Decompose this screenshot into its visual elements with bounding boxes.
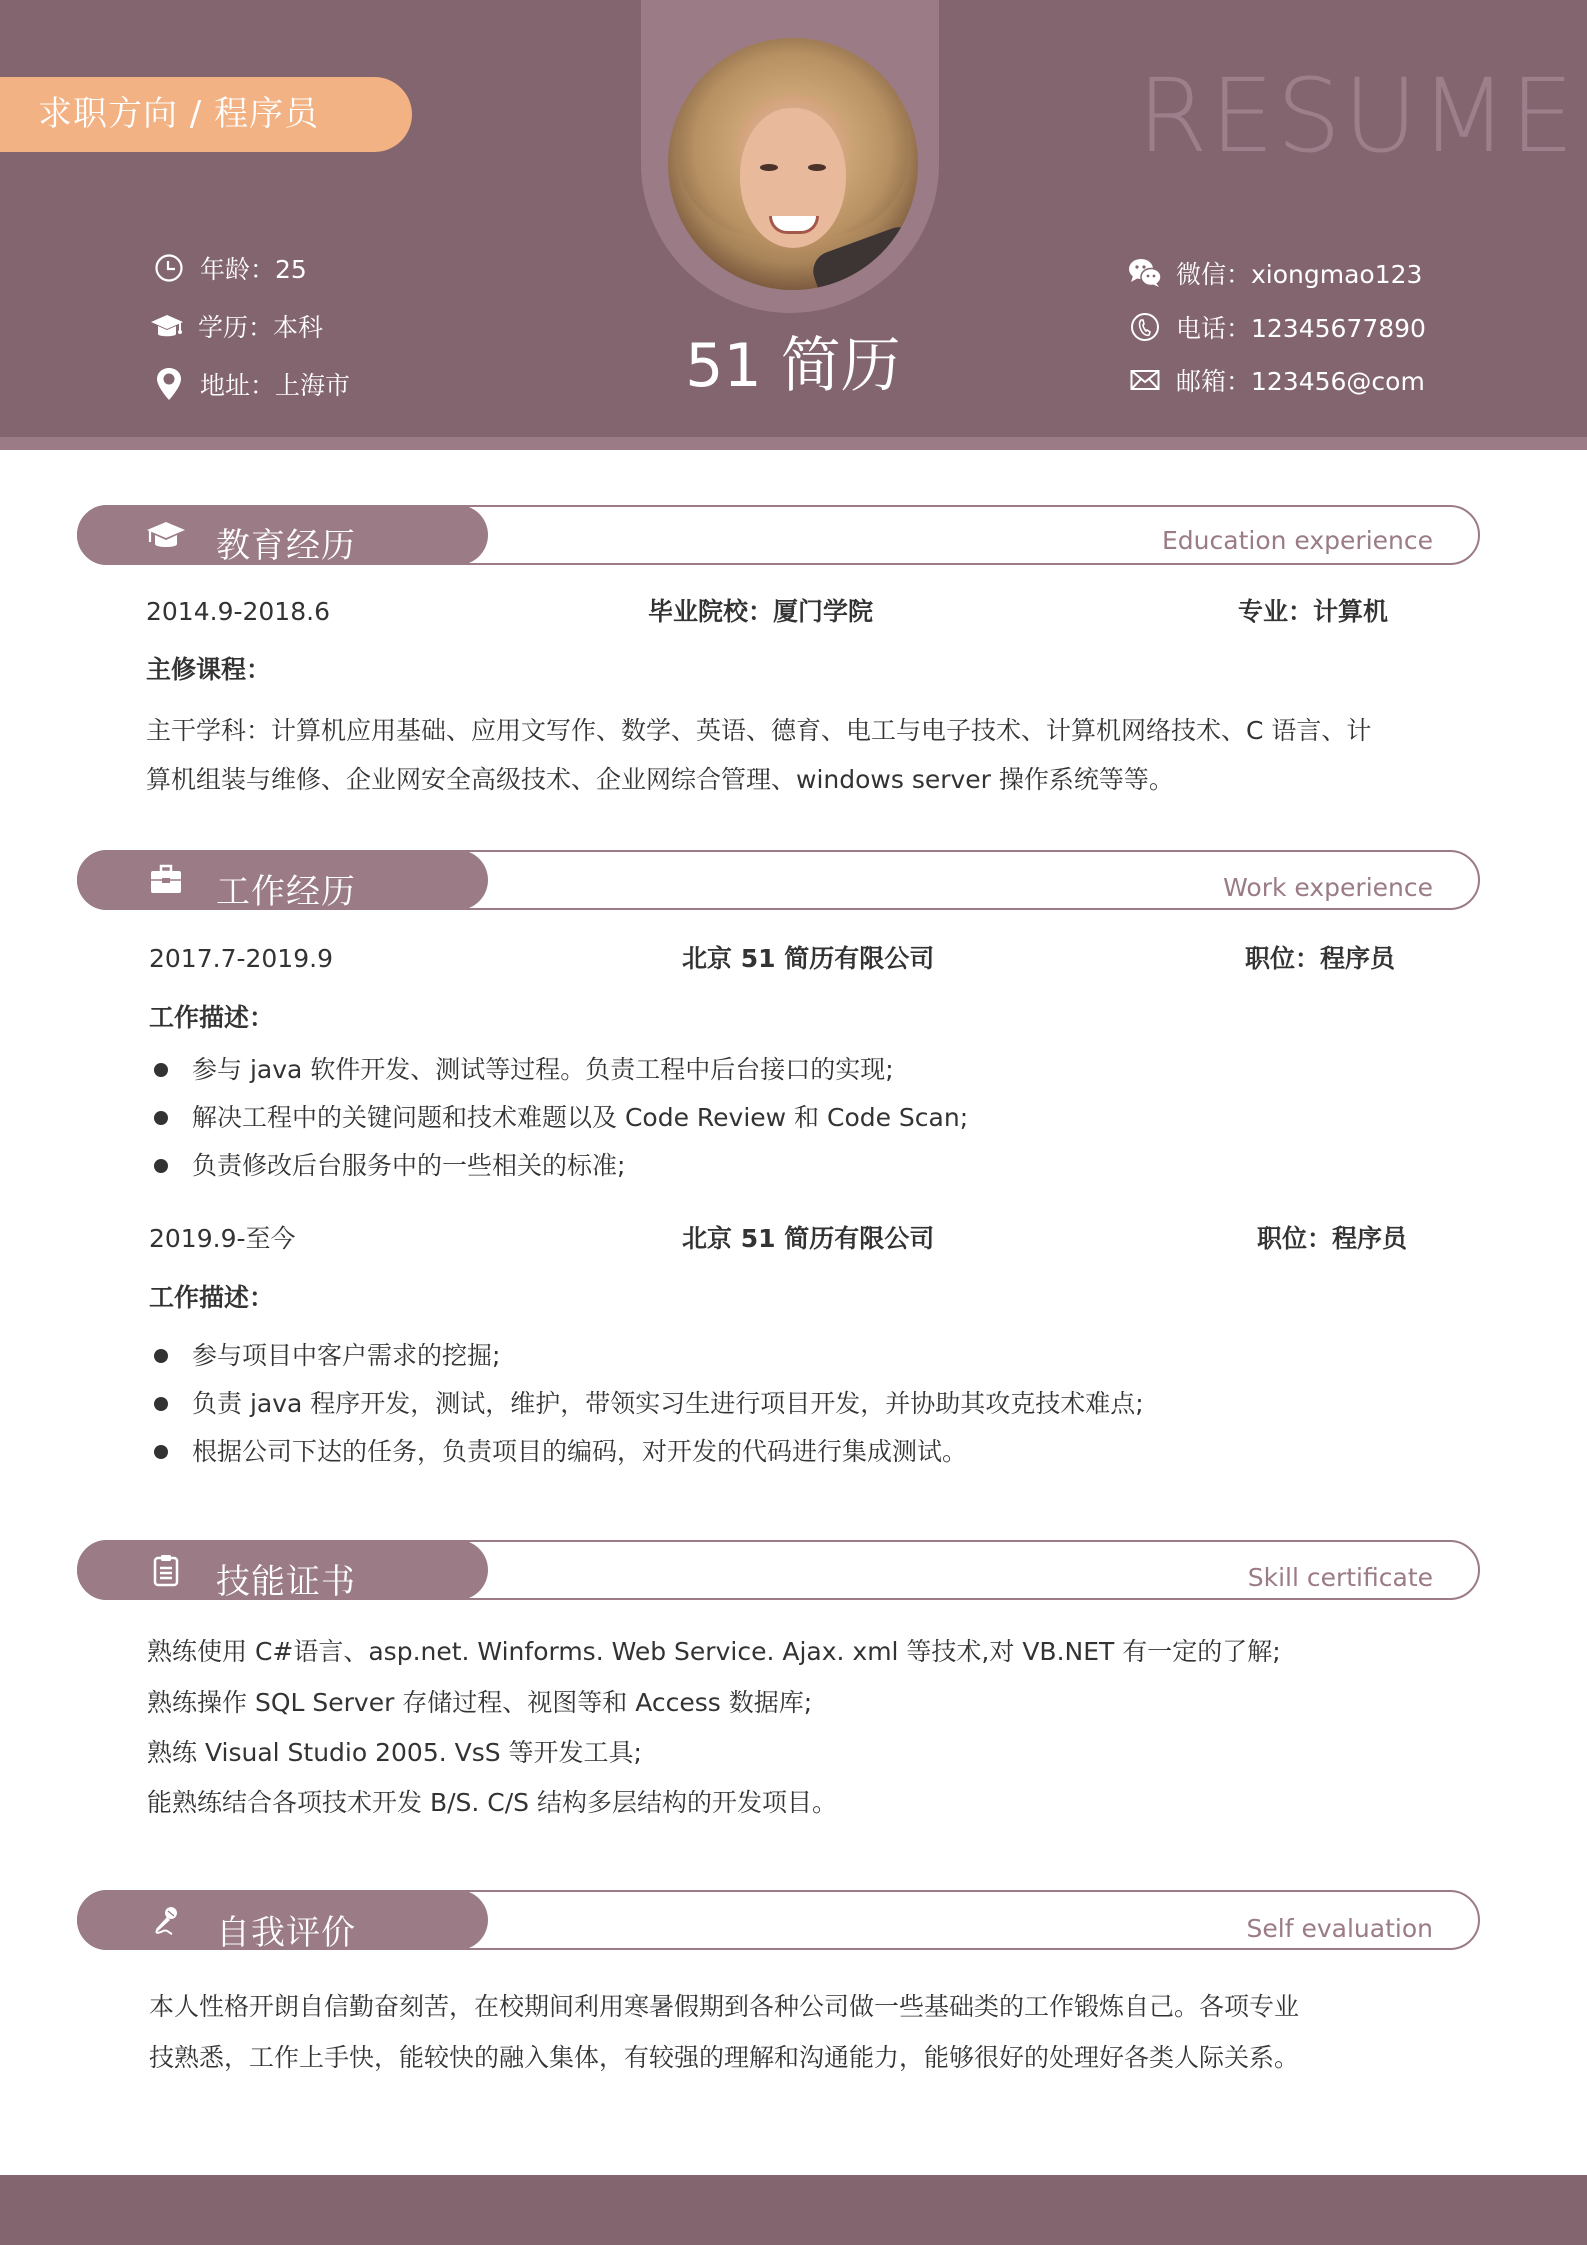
photo-eye-right: [808, 164, 826, 171]
clipboard-icon: [146, 1550, 186, 1590]
wechat-icon: [1128, 256, 1162, 290]
self-eval-title: 自我评价: [216, 1913, 356, 1953]
skill-line: 熟练操作 SQL Server 存储过程、视图等和 Access 数据库;: [147, 1688, 813, 1717]
mail-icon: [1128, 363, 1162, 397]
clock-icon: [152, 251, 186, 285]
info-wechat: [1128, 255, 1422, 291]
resume-watermark: RESUME: [1137, 57, 1577, 176]
info-age-text: 年龄：25: [200, 255, 307, 284]
education-courses-line-1: 主干学科：计算机应用基础、应用文写作、数学、英语、德育、电工与电子技术、计算机网络技术、C 语言、计: [146, 716, 1372, 745]
job-1-period: 2017.7-2019.9: [149, 944, 333, 973]
skills-title-en: Skill certificate: [1247, 1563, 1433, 1592]
info-phone-text: 电话：12345677890: [1176, 314, 1426, 343]
bullet-icon: [154, 1445, 168, 1459]
profile-photo: [668, 38, 918, 290]
skill-line: 熟练 Visual Studio 2005. VsS 等开发工具;: [147, 1738, 642, 1767]
graduation-cap-icon: [146, 515, 186, 555]
info-phone: [1128, 309, 1426, 345]
phone-icon: [1128, 310, 1162, 344]
info-education: [150, 308, 323, 344]
job-1-bullet: 解决工程中的关键问题和技术难题以及 Code Review 和 Code Scan;: [140, 1101, 968, 1135]
bullet-icon: [154, 1159, 168, 1173]
info-wechat-text: 微信：xiongmao123: [1176, 260, 1423, 289]
job-1-bullet: 参与 java 软件开发、测试等过程。负责工程中后台接口的实现;: [140, 1053, 894, 1087]
candidate-name: 51 简历: [685, 331, 901, 401]
info-email-text: 邮箱：123456@com: [1176, 367, 1425, 396]
job-target-text: 求职方向 / 程序员: [38, 94, 320, 134]
microphone-icon: [146, 1900, 186, 1940]
job-1-desc-label: 工作描述：: [149, 1003, 275, 1032]
education-courses-label: 主修课程：: [146, 655, 272, 684]
info-email: [1128, 362, 1425, 398]
self-eval-title-en: Self evaluation: [1246, 1914, 1433, 1943]
info-age: [152, 250, 307, 286]
job-target-badge: [0, 77, 412, 152]
info-address: [152, 366, 350, 402]
skill-line: 能熟练结合各项技术开发 B/S. C/S 结构多层结构的开发项目。: [147, 1788, 837, 1817]
job-2-company: 北京 51 简历有限公司: [682, 1224, 935, 1253]
bullet-icon: [154, 1397, 168, 1411]
job-1-position: 职位：程序员: [1245, 944, 1396, 973]
self-eval-line-2: 技熟悉，工作上手快，能较快的融入集体，有较强的理解和沟通能力，能够很好的处理好各类人际关系。: [149, 2043, 1300, 2072]
photo-eye-left: [760, 164, 778, 171]
skills-title: 技能证书: [216, 1562, 356, 1602]
work-title-en: Work experience: [1223, 873, 1433, 902]
bullet-icon: [154, 1063, 168, 1077]
header-bottom-band: [0, 437, 1587, 450]
location-pin-icon: [152, 367, 186, 401]
job-2-period: 2019.9-至今: [149, 1224, 296, 1253]
job-2-position: 职位：程序员: [1257, 1224, 1408, 1253]
info-address-text: 地址：上海市: [200, 371, 351, 400]
education-major: 专业：计算机: [1238, 597, 1389, 626]
job-2-desc-label: 工作描述：: [149, 1283, 275, 1312]
work-title: 工作经历: [216, 872, 356, 912]
job-2-bullet: 参与项目中客户需求的挖掘;: [140, 1339, 500, 1373]
education-period: 2014.9-2018.6: [146, 597, 330, 626]
info-education-text: 学历：本科: [198, 313, 324, 342]
bullet-icon: [154, 1111, 168, 1125]
briefcase-icon: [146, 860, 186, 900]
footer-band: [0, 2175, 1587, 2245]
job-1-bullet: 负责修改后台服务中的一些相关的标准;: [140, 1149, 625, 1183]
education-title-en: Education experience: [1162, 526, 1433, 555]
skill-line: 熟练使用 C#语言、asp.net. Winforms. Web Service. Ajax. xml 等技术,对 VB.NET 有一定的了解;: [147, 1637, 1281, 1666]
job-2-bullet: 负责 java 程序开发，测试，维护，带领实习生进行项目开发，并协助其攻克技术难点;: [140, 1387, 1144, 1421]
education-title: 教育经历: [216, 526, 356, 566]
graduation-cap-icon: [150, 309, 184, 343]
job-1-company: 北京 51 简历有限公司: [682, 944, 935, 973]
self-eval-line-1: 本人性格开朗自信勤奋刻苦，在校期间利用寒暑假期到各种公司做一些基础类的工作锻炼自己。各项专业: [149, 1992, 1300, 2021]
job-2-bullet: 根据公司下达的任务，负责项目的编码，对开发的代码进行集成测试。: [140, 1435, 967, 1469]
bullet-icon: [154, 1349, 168, 1363]
education-courses-line-2: 算机组装与维修、企业网安全高级技术、企业网综合管理、windows server 操作系统等等。: [146, 765, 1174, 794]
education-school: 毕业院校：厦门学院: [648, 597, 874, 626]
